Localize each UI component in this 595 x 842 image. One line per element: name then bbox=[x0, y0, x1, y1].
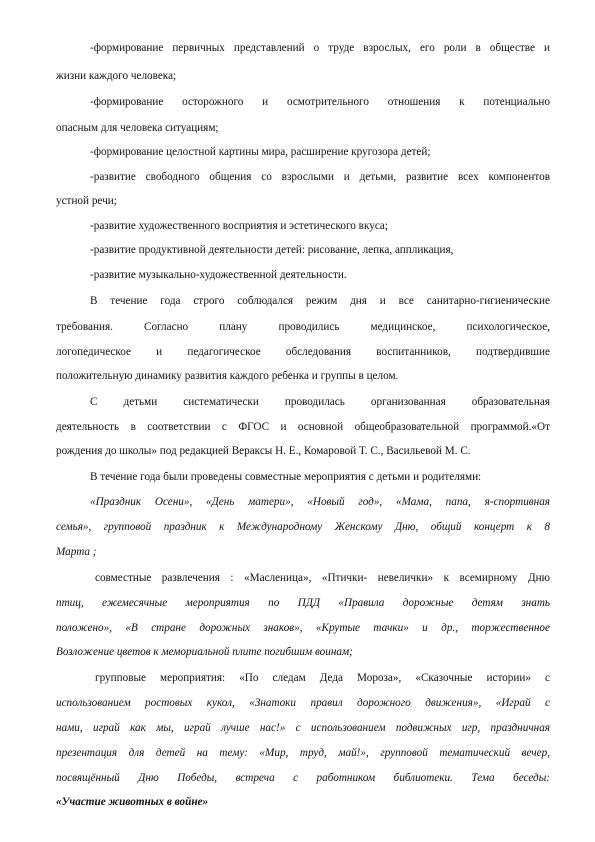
text-line: -развитие художественного восприятия и эстетического вкуса; bbox=[90, 220, 388, 232]
text-line: групповые мероприятия: «По следам Деда Мороза», «Сказочные истории» с bbox=[95, 672, 550, 684]
text-line: устной речи; bbox=[56, 195, 117, 207]
text-line: семья», групповой праздник к Международному Женскому Дню, общий концерт к 8 bbox=[56, 521, 550, 533]
text-line: -развитие музыкально-художественной деятельности. bbox=[90, 269, 347, 281]
text-line: рождения до школы» под редакцией Вераксы Н. Е., Комаровой Т. С., Васильевой М. С. bbox=[56, 445, 471, 457]
text-line: птиц, ежемесячные мероприятия по ПДД «Правила дорожные детям знать bbox=[56, 597, 550, 609]
text-line: Марта ; bbox=[56, 546, 97, 558]
text-line: положено», «В стране дорожных знаков», «Крутые тачки» и др., торжественное bbox=[56, 622, 550, 634]
text-line: использованием ростовых кукол, «Знатоки правил дорожного движения», «Играй с bbox=[56, 697, 550, 709]
text-line: «Участие животных в войне» bbox=[56, 796, 209, 808]
text-line: нами, играй как мы, играй лучше нас!» с использованием подвижных игр, праздничная bbox=[56, 722, 550, 734]
text-line: -формирование целостной картины мира, расширение кругозора детей; bbox=[90, 146, 431, 158]
text-line: деятельность в соответствии с ФГОС и основной общеобразовательной программой.«От bbox=[56, 421, 550, 433]
text-line: положительную динамику развития каждого ребенка и группы в целом. bbox=[56, 370, 399, 382]
text-line: логопедическое и педагогическое обследования воспитанников, подтвердившие bbox=[56, 346, 550, 358]
text-line: презентация для детей на тему: «Мир, труд, май!», групповой тематический вечер, bbox=[56, 747, 550, 759]
text-line: жизни каждого человека; bbox=[56, 70, 177, 82]
text-line: посвящённый Дню Победы, встреча с работником библиотеки. Тема беседы: bbox=[56, 772, 550, 784]
text-line: «Праздник Осени», «День матери», «Новый год», «Мама, папа, я-спортивная bbox=[90, 496, 550, 508]
text-line: требования. Согласно плану проводились медицинское, психологическое, bbox=[56, 321, 550, 333]
text-line: опасным для человека ситуациям; bbox=[56, 122, 219, 134]
text-line: -формирование первичных представлений о труде взрослых, его роли в обществе и bbox=[90, 42, 550, 54]
text-line: Возложение цветов к мемориальной плите погибшим воинам; bbox=[56, 646, 353, 658]
text-line: -развитие свободного общения со взрослыми и детьми, развитие всех компонентов bbox=[90, 171, 550, 183]
text-line: -формирование осторожного и осмотрительного отношения к потенциально bbox=[90, 96, 550, 108]
text-line: С детьми систематически проводилась организованная образовательная bbox=[90, 396, 550, 408]
text-line: В течение года были проведены совместные мероприятия с детьми и родителями: bbox=[90, 471, 482, 483]
text-line: совместные развлечения : «Масленица», «Птички- невелички» к всемирному Дню bbox=[95, 572, 550, 584]
text-line: В течение года строго соблюдался режим дня и все санитарно-гигиенические bbox=[90, 295, 550, 307]
text-line: -развитие продуктивной деятельности детей: рисование, лепка, аппликация, bbox=[90, 244, 454, 256]
